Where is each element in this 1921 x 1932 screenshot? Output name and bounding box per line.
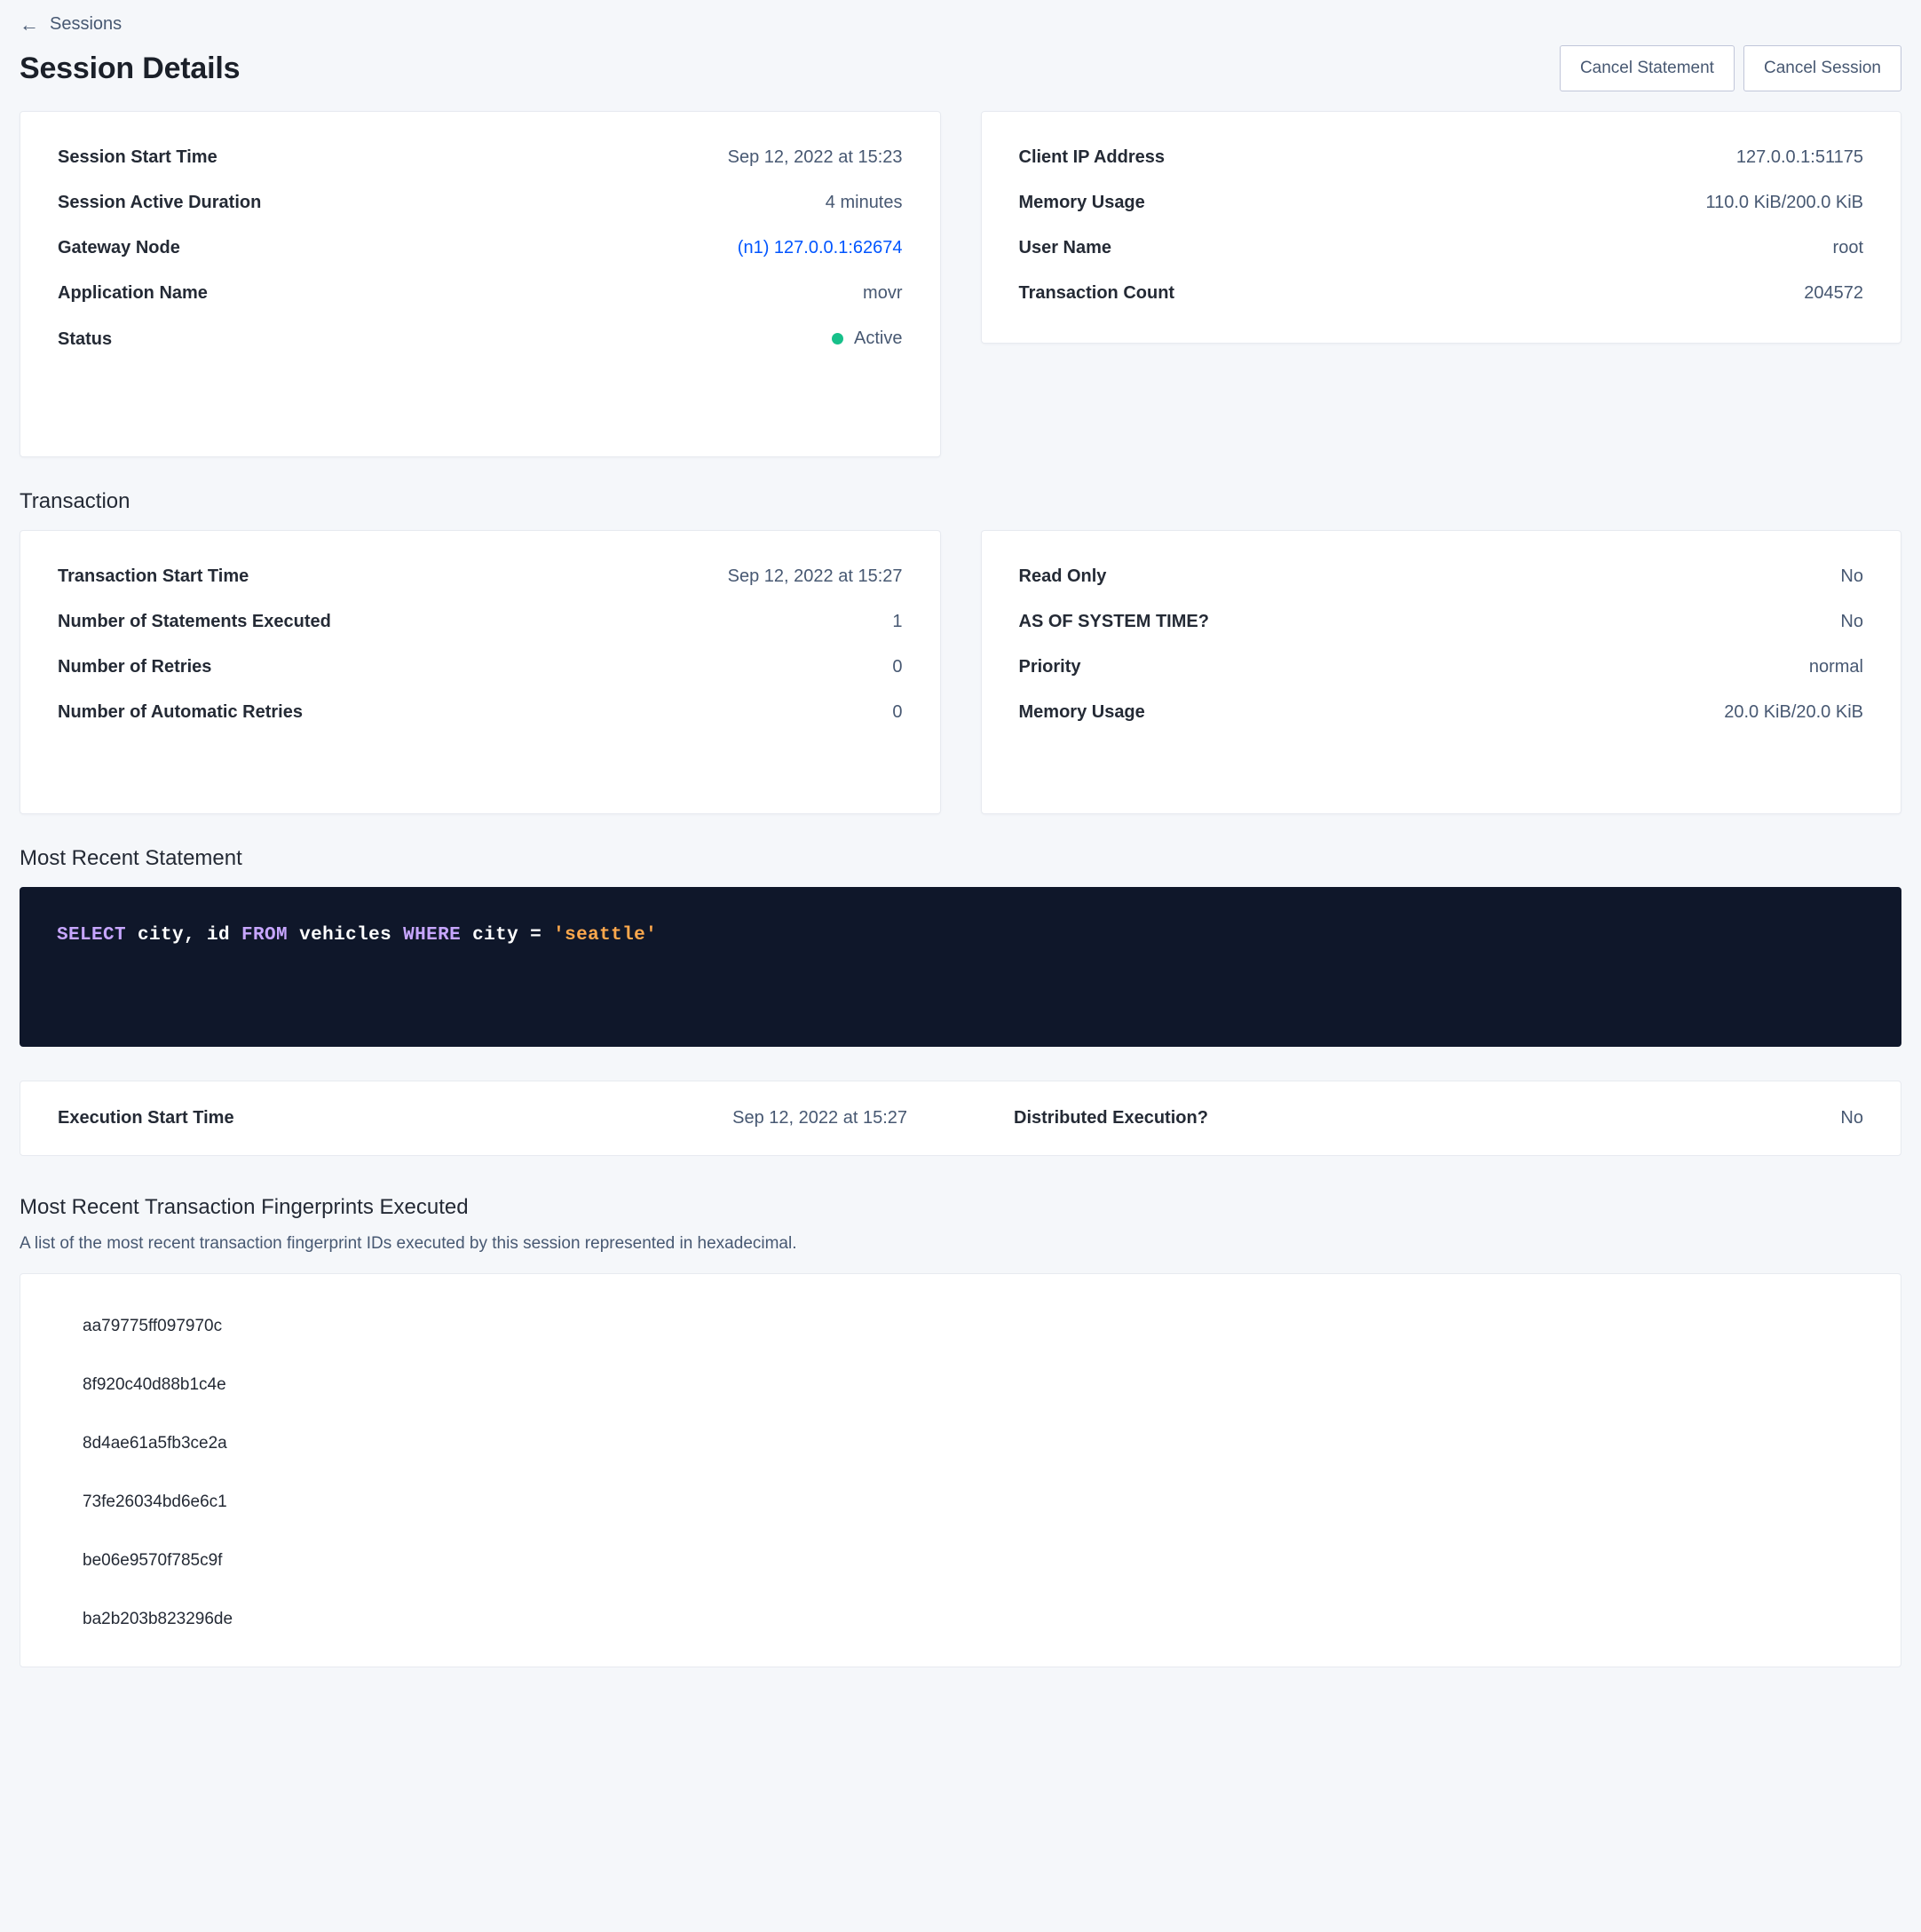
sql-columns: city, id — [126, 925, 242, 946]
list-item[interactable]: 73fe26034bd6e6c1 — [83, 1493, 227, 1511]
transaction-card-right — [981, 530, 1902, 814]
application-name-label: Application Name — [58, 283, 208, 303]
client-ip-value: 127.0.0.1:51175 — [1735, 147, 1863, 167]
execution-start-time-label: Execution Start Time — [58, 1108, 234, 1128]
application-name-row — [58, 271, 903, 316]
session-active-duration-row — [58, 180, 903, 226]
gateway-node-label: Gateway Node — [58, 238, 180, 257]
as-of-system-time-row — [1019, 599, 1864, 645]
session-active-duration-label: Session Active Duration — [58, 193, 262, 212]
status-row — [58, 316, 903, 362]
cancel-session-button[interactable]: Cancel Session — [1743, 45, 1901, 91]
as-of-system-time-value: No — [1840, 612, 1863, 631]
list-item[interactable]: be06e9570f785c9f — [83, 1551, 223, 1570]
arrow-left-icon: ← — [20, 12, 39, 36]
sql-keyword-from: FROM — [241, 925, 289, 946]
transaction-count-row — [1019, 271, 1864, 316]
session-info-card-right — [981, 111, 1902, 344]
client-ip-label: Client IP Address — [1018, 147, 1165, 167]
transaction-section-title: Transaction — [20, 489, 130, 513]
client-ip-row — [1019, 135, 1864, 180]
application-name-value: movr — [863, 283, 903, 303]
session-active-duration-value: 4 minutes — [825, 193, 903, 212]
breadcrumb[interactable] — [20, 0, 1901, 40]
transaction-count-label: Transaction Count — [1018, 283, 1175, 303]
transaction-start-time-label: Transaction Start Time — [58, 566, 249, 586]
execution-start-time-row — [58, 1108, 960, 1128]
status-dot-icon — [832, 333, 843, 344]
sql-predicate: city = — [461, 925, 554, 946]
priority-value: normal — [1808, 657, 1863, 677]
automatic-retries-row — [58, 690, 903, 735]
retries-value: 0 — [892, 657, 903, 677]
automatic-retries-value: 0 — [892, 702, 903, 722]
list-item[interactable]: ba2b203b823296de — [83, 1610, 233, 1628]
memory-usage-row — [1019, 180, 1864, 226]
statement-section-title: Most Recent Statement — [20, 846, 242, 870]
transaction-card-left — [20, 530, 941, 814]
fingerprints-title: Most Recent Transaction Fingerprints Executed — [20, 1195, 469, 1219]
transaction-memory-usage-label: Memory Usage — [1018, 702, 1145, 722]
sql-keyword-where: WHERE — [403, 925, 462, 946]
read-only-value: No — [1840, 566, 1863, 586]
breadcrumb-link-sessions[interactable]: Sessions — [50, 14, 123, 34]
fingerprints-description: A list of the most recent transaction fingerprint IDs executed by this session represented in hexadecimal. — [20, 1234, 797, 1253]
execution-start-time-value: Sep 12, 2022 at 15:27 — [732, 1108, 907, 1128]
read-only-label: Read Only — [1018, 566, 1107, 586]
gateway-node-row — [58, 226, 903, 271]
sql-keyword-select: SELECT — [57, 925, 127, 946]
gateway-node-link[interactable]: (n1) 127.0.0.1:62674 — [737, 238, 903, 257]
session-start-time-label: Session Start Time — [58, 147, 217, 167]
priority-row — [1019, 645, 1864, 690]
transaction-count-value: 204572 — [1804, 283, 1863, 303]
distributed-execution-value: No — [1840, 1108, 1863, 1128]
read-only-row — [1019, 554, 1864, 599]
memory-usage-value: 110.0 KiB/200.0 KiB — [1705, 193, 1863, 212]
user-name-label: User Name — [1018, 238, 1112, 257]
as-of-system-time-label: AS OF SYSTEM TIME? — [1018, 612, 1209, 631]
session-start-time-value: Sep 12, 2022 at 15:23 — [727, 147, 903, 167]
status-label: Status — [58, 329, 113, 349]
user-name-value: root — [1832, 238, 1863, 257]
transaction-row — [20, 530, 1901, 814]
transaction-memory-usage-row — [1019, 690, 1864, 735]
sql-statement-box — [20, 887, 1901, 1047]
retries-row — [58, 645, 903, 690]
header-actions — [1551, 45, 1901, 91]
cancel-statement-button[interactable]: Cancel Statement — [1560, 45, 1735, 91]
memory-usage-label: Memory Usage — [1018, 193, 1145, 212]
transaction-start-time-row — [58, 554, 903, 599]
page-header — [20, 40, 1901, 111]
fingerprints-list — [20, 1273, 1901, 1667]
list-item[interactable]: 8f920c40d88b1c4e — [83, 1375, 226, 1394]
statements-executed-label: Number of Statements Executed — [58, 612, 331, 631]
user-name-row — [1019, 226, 1864, 271]
distributed-execution-row — [960, 1108, 1863, 1128]
page-title: Session Details — [20, 51, 241, 85]
statements-executed-row — [58, 599, 903, 645]
list-item[interactable]: 8d4ae61a5fb3ce2a — [83, 1434, 227, 1453]
status-value: Active — [854, 329, 903, 348]
session-info-card-left — [20, 111, 941, 457]
session-start-time-row — [58, 135, 903, 180]
statements-executed-value: 1 — [892, 612, 903, 631]
sql-table: vehicles — [288, 925, 404, 946]
transaction-start-time-value: Sep 12, 2022 at 15:27 — [727, 566, 903, 586]
sql-string-literal: 'seattle' — [553, 925, 658, 946]
distributed-execution-label: Distributed Execution? — [1014, 1108, 1208, 1128]
status-badge — [832, 329, 902, 349]
session-overview-row — [20, 111, 1901, 457]
priority-label: Priority — [1018, 657, 1081, 677]
execution-card — [20, 1081, 1901, 1156]
retries-label: Number of Retries — [58, 657, 212, 677]
transaction-memory-usage-value: 20.0 KiB/20.0 KiB — [1724, 702, 1863, 722]
automatic-retries-label: Number of Automatic Retries — [58, 702, 303, 722]
list-item[interactable]: aa79775ff097970c — [83, 1317, 223, 1335]
